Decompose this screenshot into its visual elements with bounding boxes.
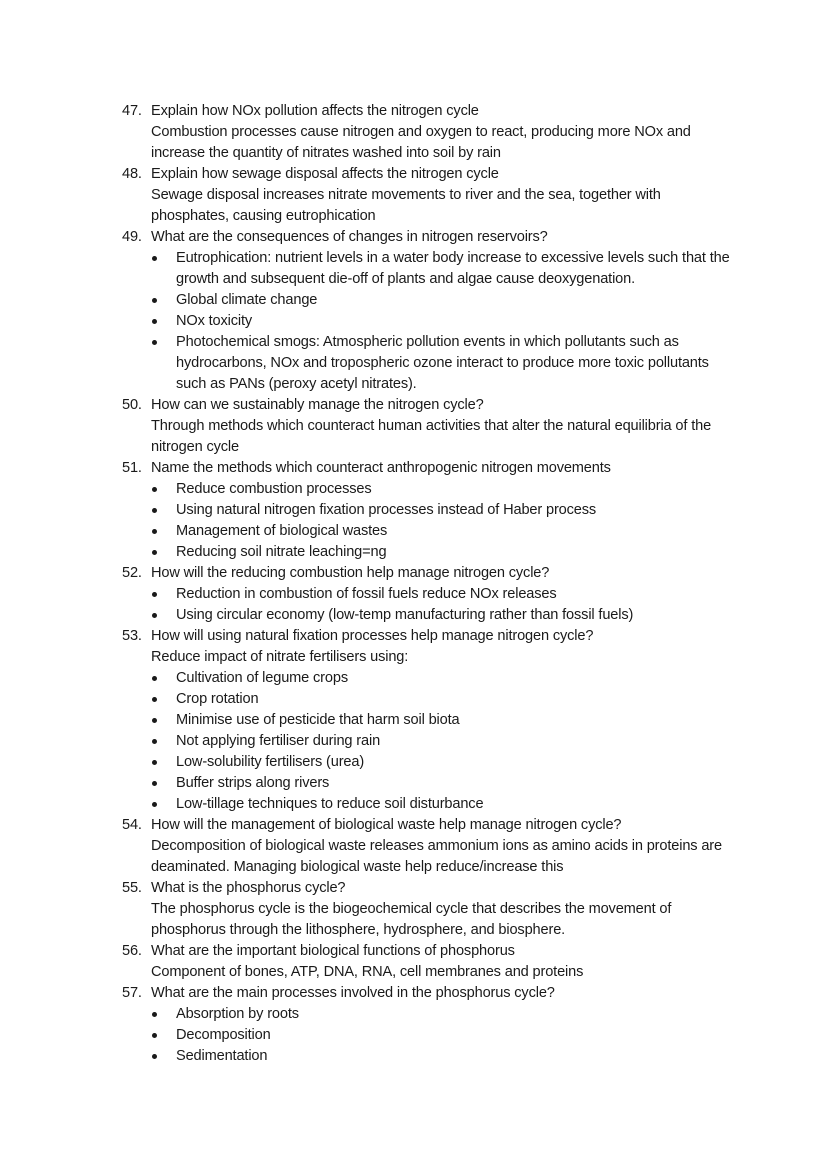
bullet-text: Reducing soil nitrate leaching=ng	[176, 544, 387, 560]
question-item	[0, 458, 828, 563]
question-item	[0, 395, 828, 458]
bullet-item	[0, 1004, 828, 1025]
question-line	[0, 878, 828, 899]
bullet-item	[0, 752, 828, 773]
bullet-item	[0, 479, 828, 500]
answer-text: Reduce impact of nitrate fertilisers using:	[151, 649, 409, 665]
question-item	[0, 983, 828, 1067]
bullet-dot-icon	[152, 529, 157, 534]
bullet-text: Management of biological wastes	[176, 523, 388, 539]
question-number: 57.	[122, 985, 142, 1001]
answer-text: Through methods which counteract human activities that alter the natural equilibria of the nitrogen cycle	[151, 418, 712, 455]
bullet-dot-icon	[152, 256, 157, 261]
question-item	[0, 101, 828, 164]
question-text: How can we sustainably manage the nitrogen cycle?	[151, 397, 484, 413]
question-number: 50.	[122, 397, 142, 413]
bullet-dot-icon	[152, 613, 157, 618]
question-text: What are the important biological functions of phosphorus	[151, 943, 515, 959]
question-line	[0, 563, 828, 584]
question-line	[0, 101, 828, 122]
bullet-dot-icon	[152, 550, 157, 555]
bullet-item	[0, 332, 828, 395]
bullet-item	[0, 1025, 828, 1046]
bullet-dot-icon	[152, 487, 157, 492]
bullet-item	[0, 1046, 828, 1067]
bullet-dot-icon	[152, 298, 157, 303]
answer-text: The phosphorus cycle is the biogeochemical cycle that describes the movement of phosphorus through the lithosphere, hydrosphere, and biosphere.	[151, 901, 672, 938]
question-number: 54.	[122, 817, 142, 833]
question-line	[0, 227, 828, 248]
bullet-list	[0, 1004, 828, 1067]
bullet-dot-icon	[152, 802, 157, 807]
bullet-item	[0, 773, 828, 794]
bullet-item	[0, 731, 828, 752]
question-item	[0, 878, 828, 941]
question-text: Explain how NOx pollution affects the nitrogen cycle	[151, 103, 479, 119]
bullet-text: Photochemical smogs: Atmospheric pollution events in which pollutants such as hydrocarbons, NOx and tropospheric ozone interact to produce more toxic pollutants such as PANs (peroxy acetyl nitrates).	[176, 334, 709, 392]
document-page	[0, 101, 828, 1067]
question-text: How will using natural fixation processes help manage nitrogen cycle?	[151, 628, 594, 644]
question-item	[0, 164, 828, 227]
question-text: What is the phosphorus cycle?	[151, 880, 346, 896]
question-line	[0, 815, 828, 836]
question-number: 51.	[122, 460, 142, 476]
bullet-item	[0, 668, 828, 689]
question-item	[0, 941, 828, 983]
bullet-dot-icon	[152, 1033, 157, 1038]
question-line	[0, 941, 828, 962]
bullet-dot-icon	[152, 676, 157, 681]
bullet-text: Sedimentation	[176, 1048, 268, 1064]
bullet-text: Absorption by roots	[176, 1006, 299, 1022]
bullet-item	[0, 248, 828, 290]
bullet-text: Reduce combustion processes	[176, 481, 372, 497]
bullet-text: Minimise use of pesticide that harm soil biota	[176, 712, 460, 728]
question-number: 56.	[122, 943, 142, 959]
bullet-dot-icon	[152, 739, 157, 744]
bullet-item	[0, 521, 828, 542]
question-line	[0, 626, 828, 647]
bullet-item	[0, 290, 828, 311]
question-item	[0, 815, 828, 878]
bullet-text: Cultivation of legume crops	[176, 670, 348, 686]
question-item	[0, 563, 828, 626]
question-text: How will the management of biological waste help manage nitrogen cycle?	[151, 817, 622, 833]
bullet-text: Using circular economy (low-temp manufacturing rather than fossil fuels)	[176, 607, 634, 623]
bullet-dot-icon	[152, 592, 157, 597]
bullet-dot-icon	[152, 718, 157, 723]
bullet-item	[0, 542, 828, 563]
question-text: Name the methods which counteract anthropogenic nitrogen movements	[151, 460, 611, 476]
answer-text: Combustion processes cause nitrogen and oxygen to react, producing more NOx and increase the quantity of nitrates washed into soil by rain	[151, 124, 691, 161]
answer-text: Sewage disposal increases nitrate movements to river and the sea, together with phosphates, causing eutrophication	[151, 187, 661, 224]
bullet-dot-icon	[152, 319, 157, 324]
bullet-text: NOx toxicity	[176, 313, 253, 329]
bullet-list	[0, 668, 828, 815]
question-line	[0, 164, 828, 185]
answer-text: Component of bones, ATP, DNA, RNA, cell membranes and proteins	[151, 964, 584, 980]
bullet-text: Using natural nitrogen fixation processes instead of Haber process	[176, 502, 597, 518]
question-number: 47.	[122, 103, 142, 119]
bullet-item	[0, 584, 828, 605]
bullet-dot-icon	[152, 1012, 157, 1017]
question-number: 48.	[122, 166, 142, 182]
bullet-item	[0, 794, 828, 815]
question-item	[0, 626, 828, 815]
bullet-item	[0, 689, 828, 710]
bullet-text: Buffer strips along rivers	[176, 775, 330, 791]
bullet-text: Low-tillage techniques to reduce soil disturbance	[176, 796, 484, 812]
answer-text: Decomposition of biological waste releases ammonium ions as amino acids in proteins are deaminated. Managing biological waste help reduce/increase this	[151, 838, 722, 875]
bullet-text: Not applying fertiliser during rain	[176, 733, 381, 749]
bullet-text: Global climate change	[176, 292, 318, 308]
bullet-dot-icon	[152, 760, 157, 765]
question-item	[0, 227, 828, 395]
bullet-dot-icon	[152, 340, 157, 345]
bullet-text: Crop rotation	[176, 691, 259, 707]
question-number: 49.	[122, 229, 142, 245]
bullet-dot-icon	[152, 1054, 157, 1059]
bullet-list	[0, 584, 828, 626]
question-number: 55.	[122, 880, 142, 896]
question-number: 53.	[122, 628, 142, 644]
bullet-dot-icon	[152, 781, 157, 786]
bullet-list	[0, 248, 828, 395]
question-line	[0, 983, 828, 1004]
bullet-text: Low-solubility fertilisers (urea)	[176, 754, 365, 770]
bullet-list	[0, 479, 828, 563]
bullet-item	[0, 500, 828, 521]
question-line	[0, 458, 828, 479]
bullet-text: Reduction in combustion of fossil fuels reduce NOx releases	[176, 586, 557, 602]
bullet-dot-icon	[152, 508, 157, 513]
question-text: What are the consequences of changes in nitrogen reservoirs?	[151, 229, 548, 245]
question-text: Explain how sewage disposal affects the nitrogen cycle	[151, 166, 499, 182]
question-text: How will the reducing combustion help manage nitrogen cycle?	[151, 565, 550, 581]
question-text: What are the main processes involved in the phosphorus cycle?	[151, 985, 555, 1001]
bullet-text: Eutrophication: nutrient levels in a water body increase to excessive levels such that the growth and subsequent die-off of plants and algae cause deoxygenation.	[176, 250, 730, 287]
bullet-item	[0, 311, 828, 332]
bullet-item	[0, 605, 828, 626]
bullet-dot-icon	[152, 697, 157, 702]
bullet-item	[0, 710, 828, 731]
question-line	[0, 395, 828, 416]
question-number: 52.	[122, 565, 142, 581]
bullet-text: Decomposition	[176, 1027, 271, 1043]
